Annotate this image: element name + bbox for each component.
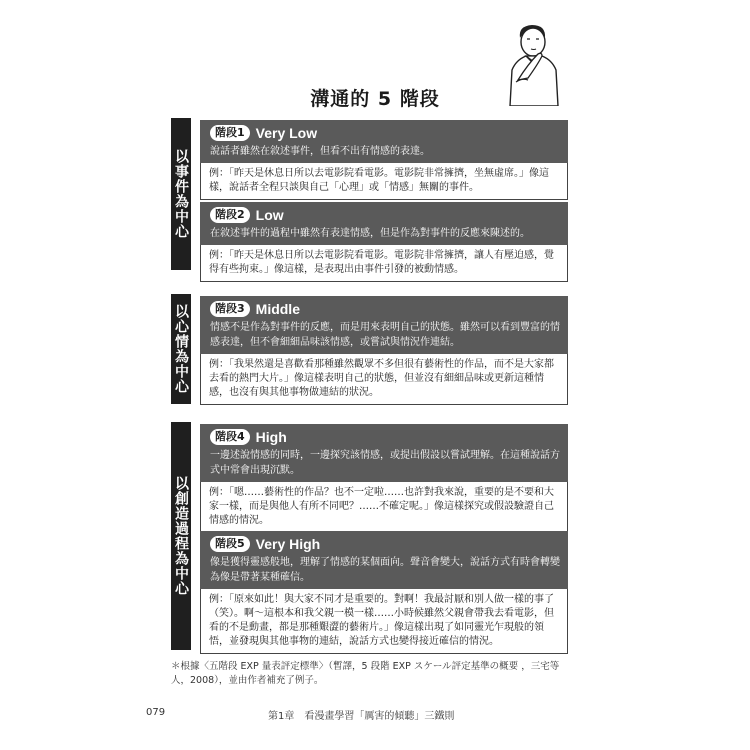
stage-5-header — [200, 531, 568, 589]
stage-3-level: Middle — [255, 301, 300, 317]
stage-2-header — [200, 202, 568, 245]
stage-3-description: 情感不是作為對事件的反應，而是用來表明自己的狀態。雖然可以看到豐富的情感表達，但不會細細品味該情感，或嘗試與情況作連結。 — [210, 322, 560, 348]
stage-3-example: 例：「我果然還是喜歡看那種雖然觀眾不多但很有藝術性的作品，而不是大家都去看的熱門大片。」像這樣表明自己的狀態，但並沒有細細品味或更新這種情感，也沒有與其他事物做連結的狀況。 — [200, 354, 568, 405]
stage-2-description: 在敘述事件的過程中雖然有表達情感，但是作為對事件的反應來陳述的。 — [210, 228, 530, 239]
stage-4-level: High — [255, 429, 287, 445]
page-number: 079 — [146, 707, 166, 718]
stage-5-description: 像是獲得靈感般地，理解了情感的某個面向。聲音會變大，說話方式有時會轉變為像是帶著某種確信。 — [210, 557, 560, 583]
stage-2-card — [200, 202, 568, 282]
stage-3-header — [200, 296, 568, 354]
stage-1-badge: 階段1 — [210, 125, 250, 141]
stage-4-header — [200, 424, 568, 482]
group-label-event: 以事件為中心 — [171, 118, 191, 270]
stage-5-example: 例：「原來如此！與大家不同才是重要的。對啊！我最討厭和別人做一樣的事了（笑）。啊～這根本和我父親一模一樣……小時候雖然父親會帶我去看電影，但看的不是動畫，都是那種艱澀的藝術片。」像這樣出現了如同靈光乍現般的領悟，並發現與其他事物的連結，說話方式也變得接近確信的情況。 — [200, 589, 568, 654]
stage-4-description: 一邊述說情感的同時，一邊探究該情感，或提出假設以嘗試理解。在這種說話方式中常會出現沉默。 — [210, 450, 560, 476]
stage-3-card — [200, 296, 568, 405]
source-footnote: ＊根據〈五階段 EXP 量表評定標準〉（暫譯，5 段階 EXP スケール評定基準の概要 ，三宅等人，2008），並由作者補充了例子。 — [171, 661, 560, 686]
chapter-running-title: 第1章 看漫畫學習「厲害的傾聽」三鐵則 — [268, 711, 455, 722]
stage-3-badge: 階段3 — [210, 301, 250, 317]
stage-1-description: 說話者雖然在敘述事件，但看不出有情感的表達。 — [210, 146, 430, 157]
stage-1-card — [200, 120, 568, 200]
group-label-creative-process: 以創造過程為中心 — [171, 422, 191, 650]
stage-5-level: Very High — [255, 536, 321, 552]
stage-4-card — [200, 424, 568, 533]
stage-5-card — [200, 531, 568, 654]
stage-1-level: Very Low — [255, 125, 318, 141]
stage-2-badge: 階段2 — [210, 207, 250, 223]
stage-1-example: 例：「昨天是休息日所以去電影院看電影。電影院非常擁擠，坐無虛席。」像這樣，說話者全程只談與自己「心理」或「情感」無關的事件。 — [200, 163, 568, 200]
stage-2-example: 例：「昨天是休息日所以去電影院看電影。電影院非常擁擠，讓人有壓迫感，覺得有些拘束。」像這樣，是表現出由事件引發的被動情感。 — [200, 245, 568, 282]
stage-4-badge: 階段4 — [210, 429, 250, 445]
stage-2-level: Low — [255, 207, 284, 223]
stage-4-example: 例：「嗯……藝術性的作品？也不一定啦……也許對我來說，重要的是不要和大家一樣，而是與他人有所不同吧？……不確定呢。」像這樣探究或假設驗證自己情感的情況。 — [200, 482, 568, 533]
stage-1-header — [200, 120, 568, 163]
stage-5-badge: 階段5 — [210, 536, 250, 552]
page-title: 溝通的 5 階段 — [310, 88, 440, 110]
group-label-feeling: 以心情為中心 — [171, 294, 191, 404]
